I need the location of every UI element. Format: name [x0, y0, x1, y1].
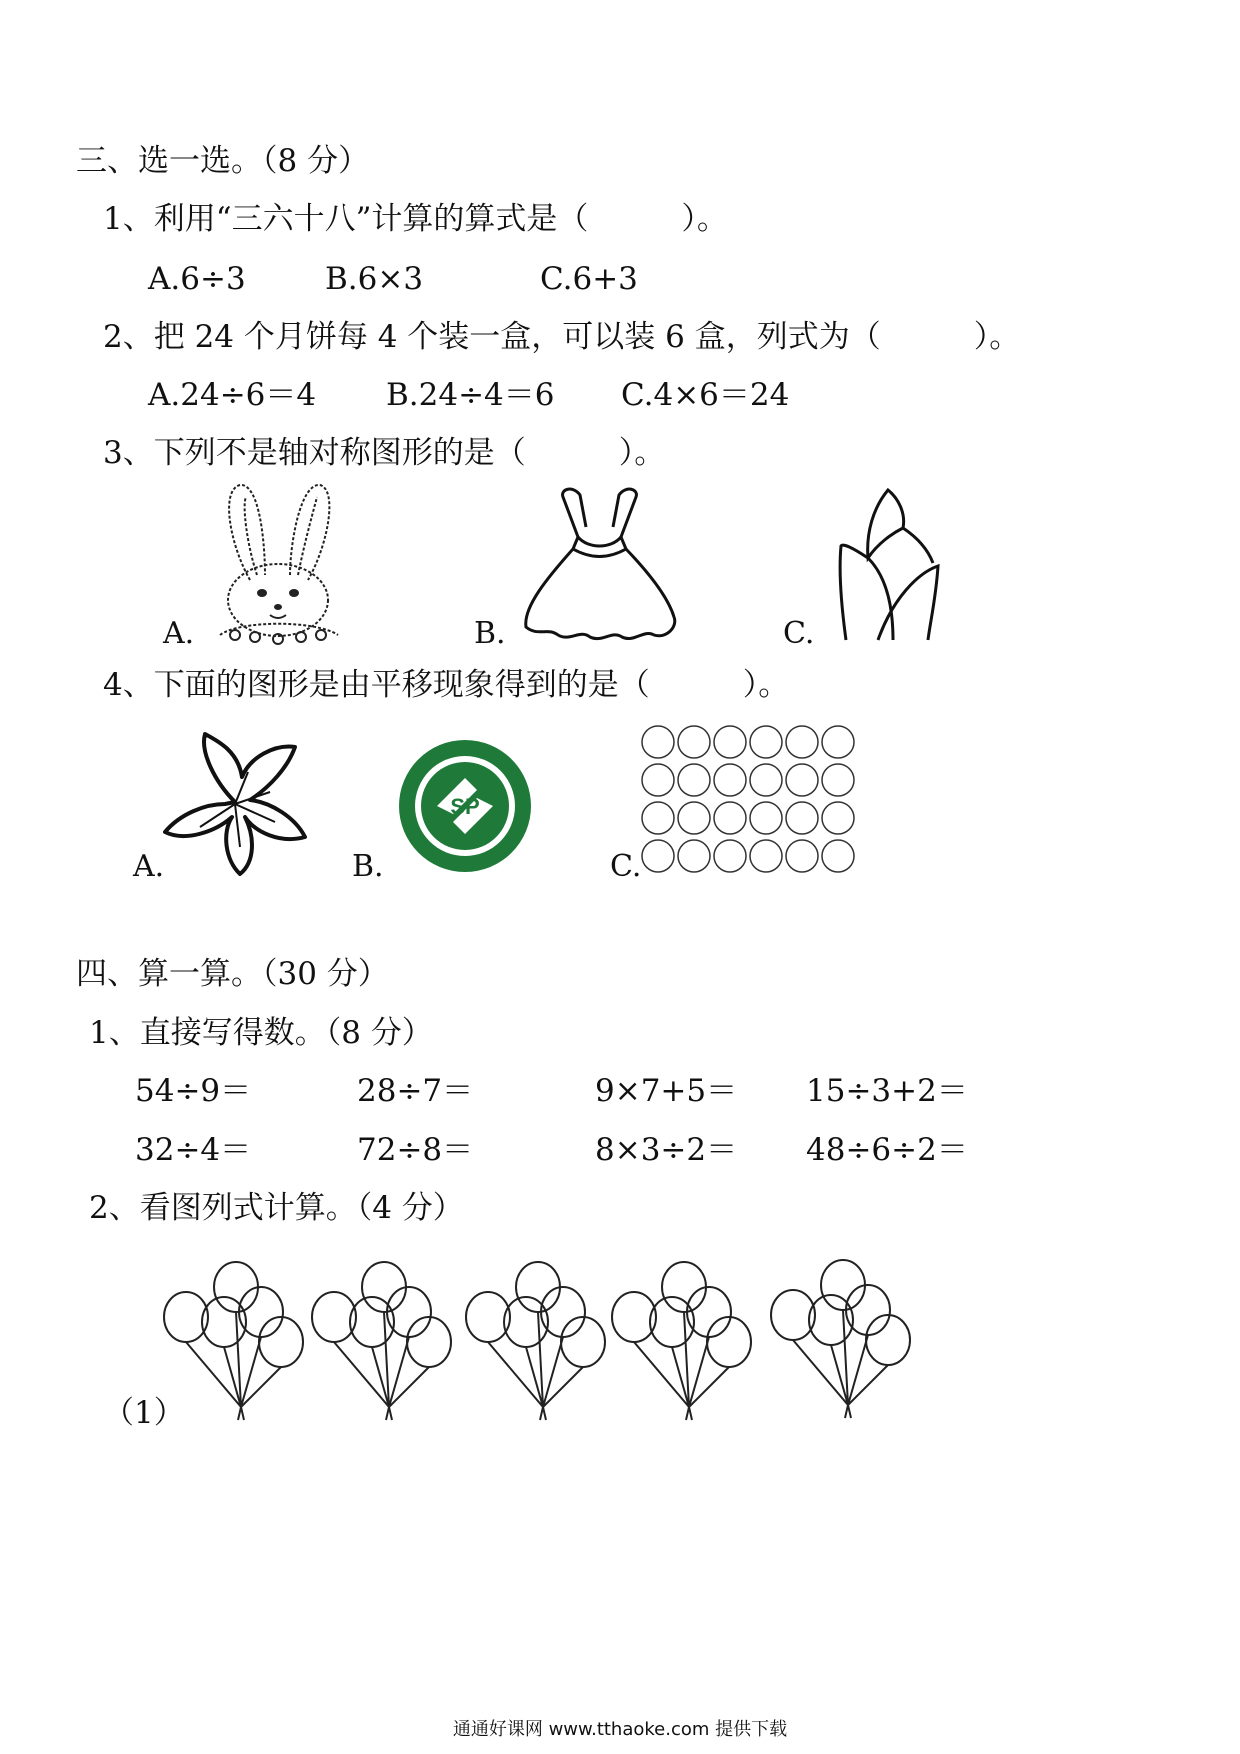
q2-option-b[interactable]: B.24÷4＝6	[386, 377, 555, 413]
q4-label-b[interactable]: B.	[352, 849, 384, 884]
q1-text: 1、利用“三六十八”计算的算式是（ ）。	[103, 201, 728, 237]
tiled-pattern-icon	[640, 722, 860, 877]
calc-item: 32÷4＝	[135, 1132, 252, 1168]
q2-option-a[interactable]: A.24÷6＝4	[148, 377, 317, 413]
bamboo-shoot-icon	[838, 488, 943, 643]
q2-option-c[interactable]: C.4×6＝24	[621, 377, 790, 413]
q1-option-a[interactable]: A.6÷3	[148, 261, 246, 297]
balloon-bunch-icon	[166, 1262, 306, 1422]
calc-item: 48÷6÷2＝	[806, 1132, 968, 1168]
q2-text: 2、把 24 个月饼每 4 个装一盒，可以装 6 盒，列式为（ ）。	[103, 319, 1021, 355]
rabbit-icon	[210, 485, 345, 645]
svg-text:SP: SP	[450, 794, 480, 819]
balloon-bunch-icon	[314, 1262, 454, 1422]
q4-text: 4、下面的图形是由平移现象得到的是（ ）。	[103, 667, 790, 703]
section4-heading: 四、算一算。（30 分）	[76, 956, 389, 992]
balloon-bunch-icon	[773, 1260, 913, 1420]
balloon-bunch-icon	[468, 1262, 608, 1422]
calc-item: 15÷3+2＝	[806, 1073, 968, 1109]
balloon-bunch-icon	[614, 1262, 754, 1422]
s4-q1-text: 1、直接写得数。（8 分）	[89, 1015, 433, 1051]
calc-item: 54÷9＝	[135, 1073, 252, 1109]
calc-item: 8×3÷2＝	[595, 1132, 738, 1168]
q3-label-b[interactable]: B.	[474, 616, 506, 651]
s4-q2-sub1: （1）	[103, 1395, 185, 1431]
flower-icon	[160, 732, 310, 877]
section3-heading: 三、选一选。（8 分）	[76, 143, 370, 179]
q3-label-a[interactable]: A.	[163, 616, 195, 651]
calc-item: 72÷8＝	[357, 1132, 474, 1168]
dress-icon	[518, 487, 683, 642]
logo-icon	[397, 738, 533, 874]
q3-label-c[interactable]: C.	[783, 616, 815, 651]
footer: 通通好课网 www.tthaoke.com 提供下载	[452, 1719, 788, 1740]
calc-item: 9×7+5＝	[595, 1073, 738, 1109]
calc-item: 28÷7＝	[357, 1073, 474, 1109]
q1-option-b[interactable]: B.6×3	[325, 261, 424, 297]
q3-text: 3、下列不是轴对称图形的是（ ）。	[103, 435, 666, 471]
q4-label-a[interactable]: A.	[133, 849, 165, 884]
q4-label-c[interactable]: C.	[610, 849, 642, 884]
s4-q2-text: 2、看图列式计算。（4 分）	[89, 1190, 464, 1226]
q1-option-c[interactable]: C.6+3	[540, 261, 638, 297]
